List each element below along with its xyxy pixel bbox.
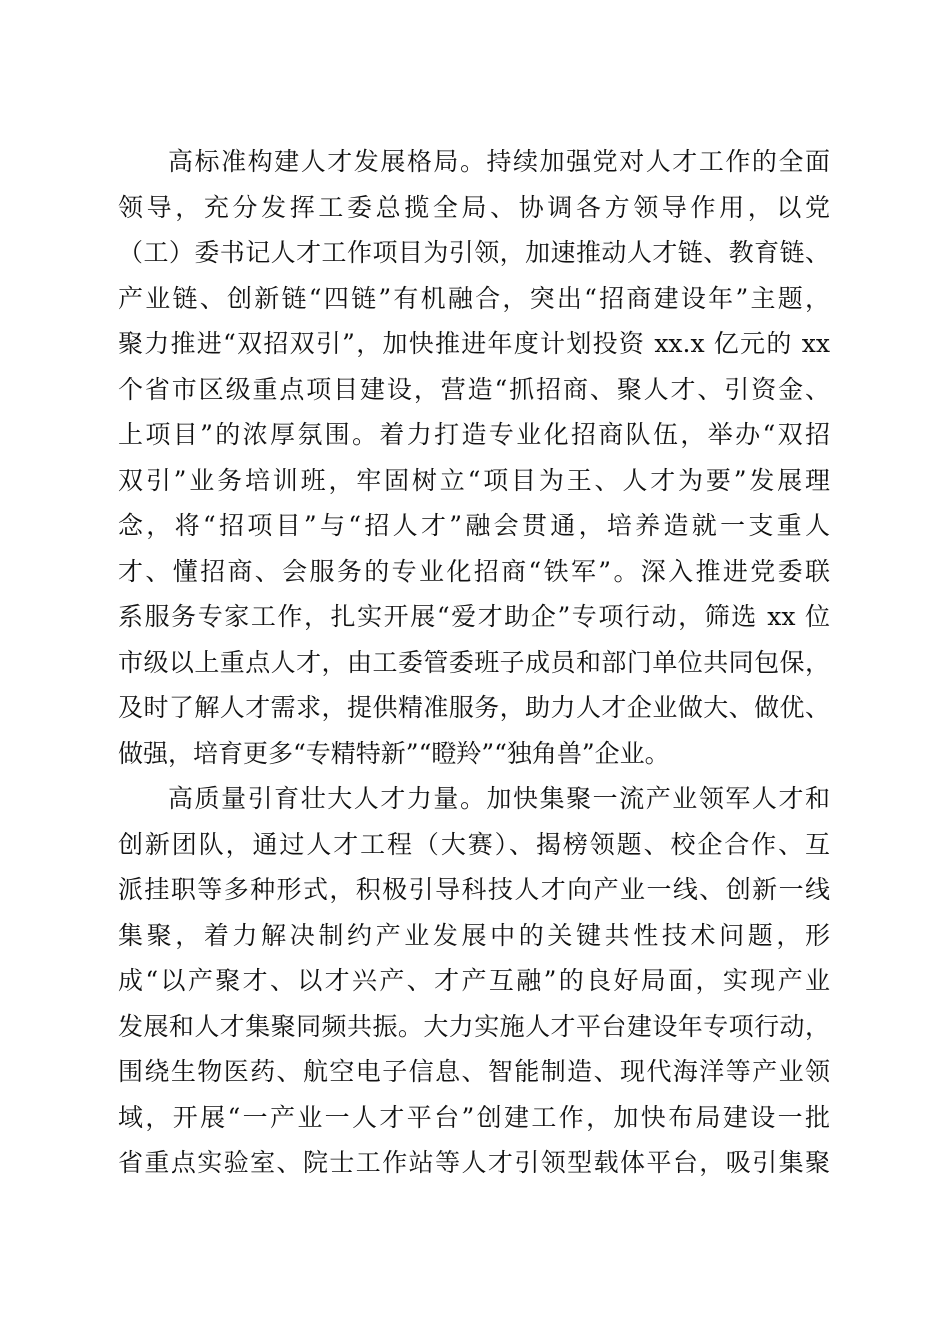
paragraph-talent-development-pattern (118, 139, 830, 776)
paragraph-line: 及时了解人才需求，提供精准服务，助力人才企业做大、做优、 (118, 693, 830, 722)
document-body (118, 139, 830, 1186)
paragraph-line: 集聚，着力解决制约产业发展中的关键共性技术问题，形 (118, 920, 830, 950)
paragraph-line: 领导，充分发挥工委总揽全局、协调各方领导作用，以党 (118, 192, 830, 222)
paragraph-line: 派挂职等多种形式，积极引导科技人才向产业一线、创新一线 (118, 875, 830, 904)
paragraph-line: 聚力推进“双招双引”，加快推进年度计划投资 xx.x 亿元的 xx (118, 329, 830, 358)
paragraph-line: 产业链、创新链“四链”有机融合，突出“招商建设年”主题， (118, 283, 830, 313)
paragraph-line: 创新团队，通过人才工程（大赛）、揭榜领题、校企合作、互 (118, 829, 830, 859)
paragraph-line: 双引”业务培训班，牢固树立“项目为王、人才为要”发展理 (118, 465, 830, 495)
paragraph-line: 系服务专家工作，扎实开展“爱才助企”专项行动，筛选 xx 位 (118, 602, 830, 631)
paragraph-line: 个省市区级重点项目建设，营造“抓招商、聚人才、引资金、 (118, 374, 830, 404)
paragraph-talent-strength (118, 776, 830, 1186)
paragraph-line: 围绕生物医药、航空电子信息、智能制造、现代海洋等产业领 (118, 1057, 830, 1086)
paragraph-line: 念，将“招项目”与“招人才”融会贯通，培养造就一支重人 (118, 511, 830, 540)
paragraph-line: 发展和人才集聚同频共振。大力实施人才平台建设年专项行动， (118, 1011, 830, 1041)
paragraph-line: 高质量引育壮大人才力量。加快集聚一流产业领军人才和 (168, 784, 830, 813)
paragraph-line: 域，开展“一产业一人才平台”创建工作，加快布局建设一批 (118, 1102, 830, 1132)
paragraph-line: 才、懂招商、会服务的专业化招商“铁军”。深入推进党委联 (118, 556, 830, 586)
paragraph-line: （工）委书记人才工作项目为引领，加速推动人才链、教育链、 (118, 238, 830, 267)
paragraph-line: 高标准构建人才发展格局。持续加强党对人才工作的全面 (168, 147, 830, 176)
paragraph-line: 做强，培育更多“专精特新”“瞪羚”“独角兽”企业。 (118, 738, 670, 768)
paragraph-line: 省重点实验室、院士工作站等人才引领型载体平台，吸引集聚 (118, 1148, 830, 1177)
paragraph-line: 成“以产聚才、以才兴产、才产互融”的良好局面，实现产业 (118, 966, 830, 995)
paragraph-line: 上项目”的浓厚氛围。着力打造专业化招商队伍，举办“双招 (118, 420, 830, 449)
paragraph-line: 市级以上重点人才，由工委管委班子成员和部门单位共同包保， (118, 647, 830, 677)
